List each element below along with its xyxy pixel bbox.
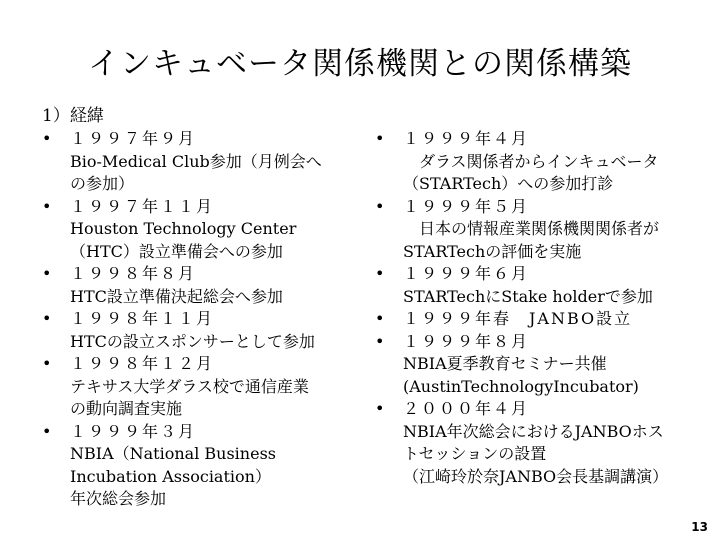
bullet-icon: • xyxy=(42,354,52,373)
bullet-icon: • xyxy=(375,129,385,148)
item-description: STARTechにStake holderで参加 xyxy=(403,286,653,306)
right-column xyxy=(375,128,705,488)
item-date: １９９８年１２月 xyxy=(70,354,215,373)
bullet-icon: • xyxy=(375,196,385,216)
item-date: １９９９年５月 xyxy=(403,196,530,216)
left-column xyxy=(42,128,362,511)
timeline-item xyxy=(42,196,362,264)
bullet-icon: • xyxy=(375,399,385,418)
slide-title: インキュベータ関係機関との関係構築 xyxy=(88,46,632,82)
timeline-item xyxy=(375,398,705,488)
bullet-icon: • xyxy=(375,331,385,351)
item-date: １９９９年４月 xyxy=(403,129,530,148)
timeline-item xyxy=(375,196,705,264)
item-description: NBIA夏季教育セミナー共催 (AustinTechnologyIncubator) xyxy=(403,354,639,396)
item-description: テキサス大学ダラス校で通信産業 の動向調査実施 xyxy=(70,376,309,418)
bullet-icon: • xyxy=(42,309,52,328)
section-heading: 1）経緯 xyxy=(42,106,104,126)
item-date: １９９９年６月 xyxy=(403,264,530,283)
item-description: ダラス関係者からインキュベータ （STARTech）への参加打診 xyxy=(403,151,659,193)
timeline-item xyxy=(375,128,705,196)
timeline-item xyxy=(375,308,705,331)
timeline-item xyxy=(42,421,362,511)
item-description: 日本の情報産業関係機関関係者が STARTechの評価を実施 xyxy=(403,219,660,261)
timeline-item xyxy=(42,308,362,353)
bullet-icon: • xyxy=(42,129,52,148)
item-description: HTC設立準備決起総会へ参加 xyxy=(70,286,283,306)
item-date: １９９８年１１月 xyxy=(70,309,215,328)
item-date: １９９９年春 JANBO設立 xyxy=(403,309,633,328)
item-date: １９９７年９月 xyxy=(70,129,197,148)
bullet-icon: • xyxy=(375,309,385,328)
item-date: １９９７年１１月 xyxy=(70,196,215,216)
item-description: Houston Technology Center （HTC）設立準備会への参加 xyxy=(70,219,297,261)
bullet-icon: • xyxy=(375,264,385,283)
item-date: １９９９年８月 xyxy=(403,331,530,351)
item-date: １９９８年８月 xyxy=(70,264,197,283)
bullet-icon: • xyxy=(42,196,52,216)
timeline-item xyxy=(42,353,362,421)
item-description: NBIA年次総会におけるJANBOホス トセッションの設置 （江崎玲於奈JANBO会長基調講演） xyxy=(403,421,669,486)
item-description: NBIA（National Business Incubation Association） 年次総会参加 xyxy=(70,444,276,508)
item-description: Bio-Medical Club参加（月例会へ の参加） xyxy=(70,151,322,193)
item-description: HTCの設立スポンサーとして参加 xyxy=(70,331,315,351)
timeline-item xyxy=(375,263,705,308)
timeline-item xyxy=(42,263,362,308)
item-date: ２０００年４月 xyxy=(403,399,530,418)
page-number: 13 xyxy=(691,520,708,534)
timeline-item xyxy=(375,331,705,399)
bullet-icon: • xyxy=(42,421,52,441)
bullet-icon: • xyxy=(42,264,52,283)
timeline-item xyxy=(42,128,362,196)
item-date: １９９９年３月 xyxy=(70,421,197,441)
